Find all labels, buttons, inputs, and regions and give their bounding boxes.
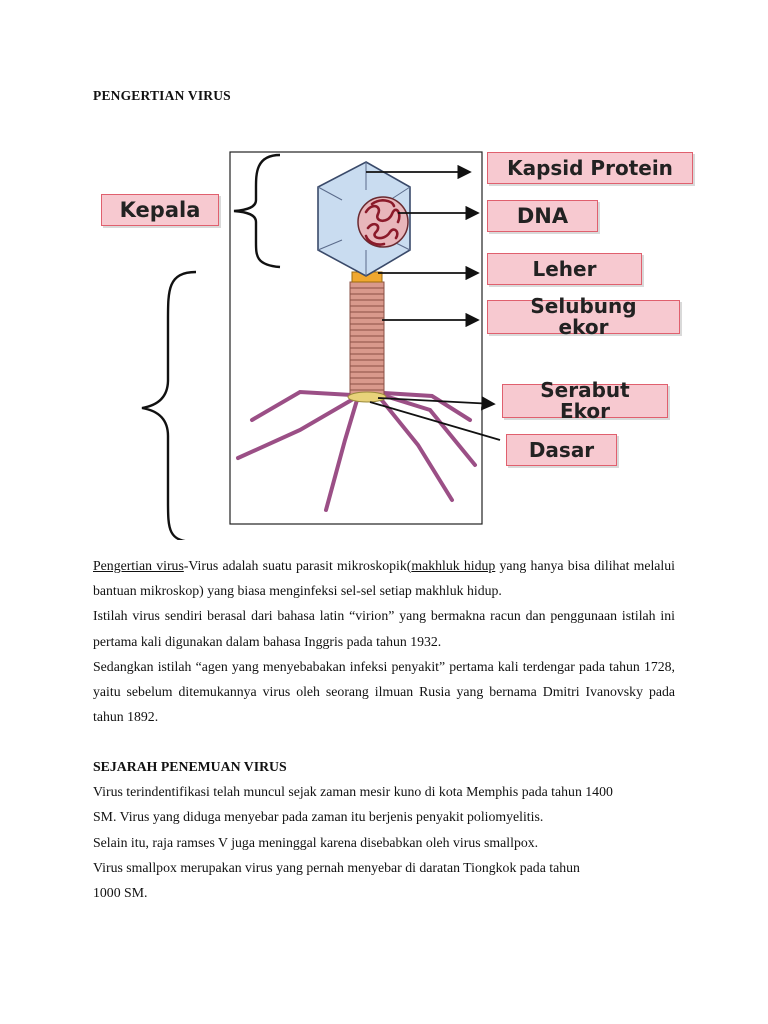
- history-line-2: SM. Virus yang diduga menyebar pada zaman itu berjenis penyakit poliomyelitis.: [93, 809, 544, 825]
- intro-text: [93, 553, 675, 729]
- tail-sheath: [348, 282, 386, 402]
- tail-brace: [142, 272, 196, 540]
- link-pengertian-virus[interactable]: Pengertian virus: [93, 558, 184, 573]
- paragraph-history-term: Sedangkan istilah “agen yang menyebabakan infeksi penyakit” pertama kali terdengar pada tahun 1728, yaitu sebelum ditemukannya virus oleh seorang ilmuan Rusia yang bernama Dmitri Ivanovsky pada tahun 1892.: [93, 658, 675, 725]
- history-line-5: 1000 SM.: [93, 885, 148, 901]
- history-line-1: Virus terindentifikasi telah muncul sejak zaman mesir kuno di kota Memphis pada tahun 1400: [93, 784, 613, 800]
- label-kepala: Kepala: [101, 194, 219, 226]
- label-dna: DNA: [487, 200, 598, 232]
- label-selubung-ekor: Selubung ekor: [487, 300, 680, 334]
- history-line-4: Virus smallpox merupakan virus yang pernah menyebar di daratan Tiongkok pada tahun: [93, 859, 580, 875]
- page-title: PENGERTIAN VIRUS: [93, 88, 231, 103]
- label-dasar: Dasar: [506, 434, 617, 466]
- link-makhluk-hidup[interactable]: makhluk hidup: [411, 558, 496, 573]
- paragraph-definition: [93, 553, 675, 603]
- paragraph-etymology: Istilah virus sendiri berasal dari bahasa latin “virion” yang bermakna racun dan penggunaan istilah ini pertama kali digunakan dalam bahasa Inggris pada tahun 1932.: [93, 608, 675, 649]
- history-line-3: Selain itu, raja ramses V juga meninggal karena disebabkan oleh virus smallpox.: [93, 834, 539, 850]
- definition-text-2: yang hanya bisa dilihat melalui bantuan mikroskop) yang biasa menginfeksi sel-sel setiap makhluk hidup.: [93, 558, 675, 599]
- label-serabut-ekor: Serabut Ekor: [502, 384, 668, 418]
- base-plate: [348, 392, 386, 402]
- history-section: [93, 754, 693, 905]
- label-leher: Leher: [487, 253, 642, 285]
- label-kapsid-protein: Kapsid Protein: [487, 152, 693, 184]
- section-heading: SEJARAH PENEMUAN VIRUS: [93, 759, 287, 774]
- bacteriophage-diagram: [0, 140, 768, 540]
- definition-text-1: -Virus adalah suatu parasit mikroskopik(: [183, 558, 412, 573]
